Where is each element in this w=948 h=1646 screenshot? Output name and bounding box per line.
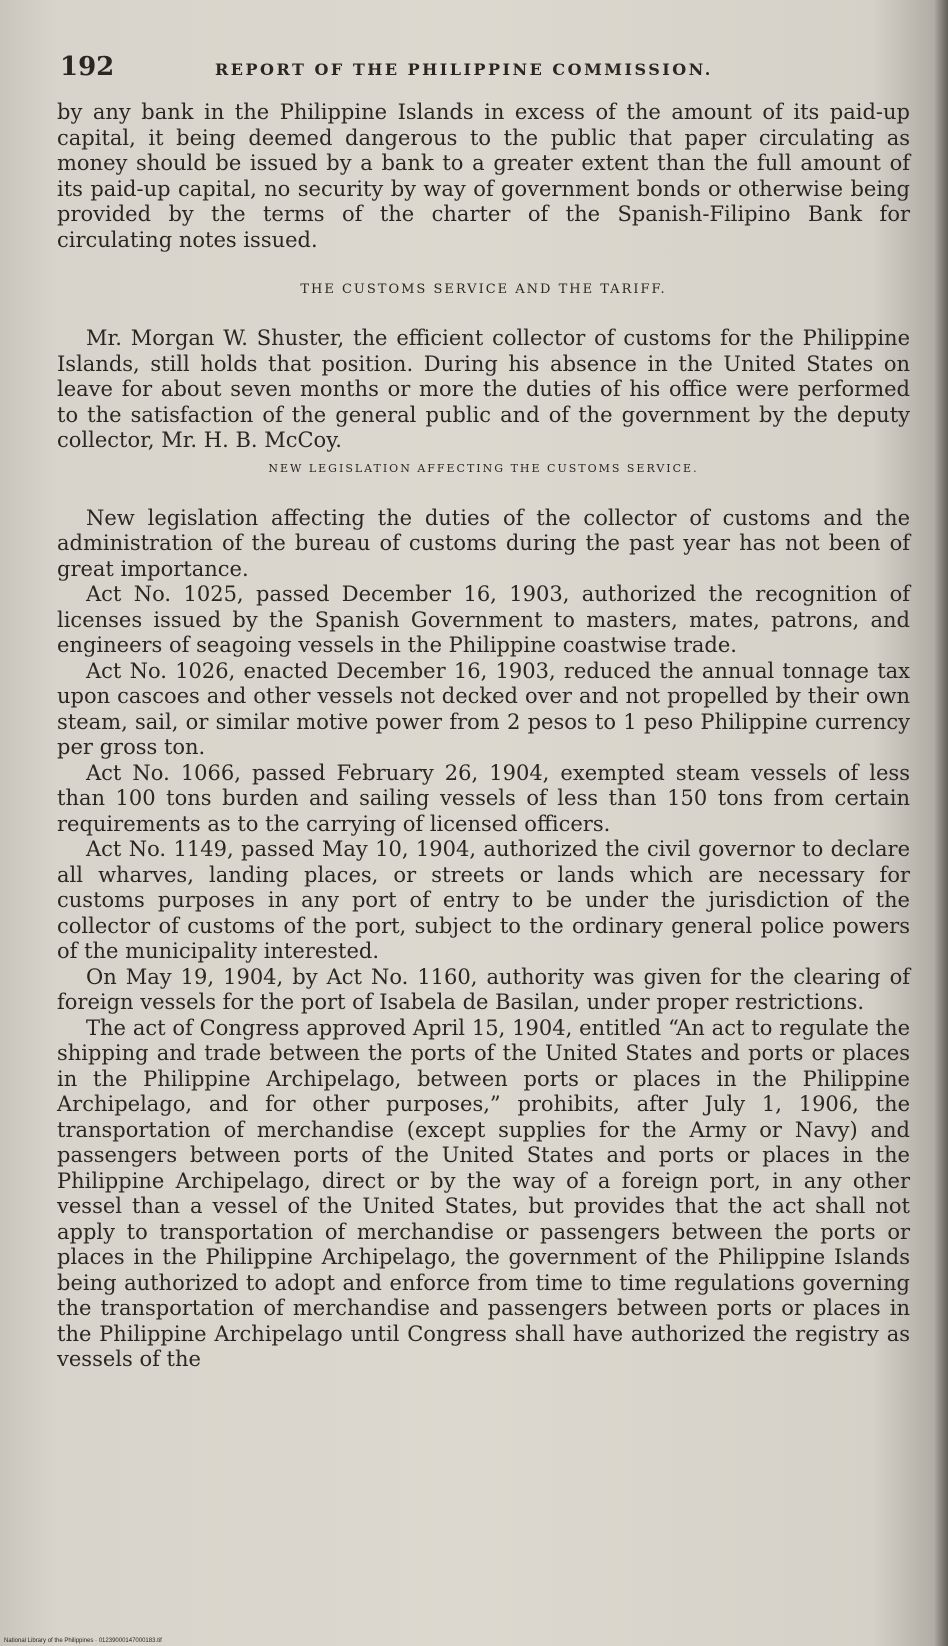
page-header	[60, 50, 902, 90]
paragraph: The act of Congress approved April 15, 1904, entitled “An act to regulate the shipping and trade between the ports of the United States and ports or places in the Philippine Archipelago, between ports or places in the Philippine Archipelago, and for other purposes,” prohibits, after July 1, 1906, the transportation of merchandise (except supplies for the Army or Navy) and passengers between ports of the United States and ports or places in the Philippine Archipelago, direct or by the way of a foreign port, in any other vessel than a vessel of the United States, but provides that the act shall not apply to transportation of merchandise or passengers between the ports or places in the Philippine Archipelago, the government of the Philippine Islands being authorized to adopt and enforce from time to time regulations governing the transportation of merchandise and passengers between ports or places in the Philippine Archipelago until Congress shall have authorized the registry as vessels of the	[57, 1015, 910, 1371]
paragraph: Act No. 1025, passed December 16, 1903, authorized the recognition of licenses issued by the Spanish Government to masters, mates, patrons, and engineers of seagoing vessels in the Philippine coastwise trade.	[57, 582, 910, 657]
page-number: 192	[60, 52, 115, 82]
paragraph: by any bank in the Philippine Islands in excess of the amount of its paid-up capital, it being deemed dangerous to the public that paper circulating as money should be issued by a bank to a greater extent than the full amount of its paid-up capital, no security by way of government bonds or otherwise being provided by the terms of the charter of the Spanish-Filipino Bank for circulating notes issued.	[57, 100, 910, 252]
section-heading: NEW LEGISLATION AFFECTING THE CUSTOMS SERVICE.	[268, 461, 699, 475]
paragraph: Act No. 1149, passed May 10, 1904, authorized the civil governor to declare all wharves, landing places, or streets or lands which are necessary for customs purposes in any port of entry to be under the jurisdiction of the collector of customs of the port, subject to the ordinary general police powers of the municipality interested.	[57, 837, 910, 963]
paragraph: Mr. Morgan W. Shuster, the efficient collector of customs for the Philippine Islands, still holds that position. During his absence in the United States on leave for about seven months or more the duties of his office were performed to the satisfaction of the general public and of the government by the deputy collector, Mr. H. B. McCoy.	[57, 326, 910, 452]
paragraph: New legislation affecting the duties of the collector of customs and the administration of the bureau of customs during the past year has not been of great importance.	[57, 505, 910, 581]
page-body	[57, 100, 910, 1373]
paragraph: On May 19, 1904, by Act No. 1160, authority was given for the clearing of foreign vessels for the port of Isabela de Basilan, under proper restrictions.	[57, 964, 910, 1014]
paragraph: Act No. 1066, passed February 26, 1904, exempted steam vessels of less than 100 tons burden and sailing vessels of less than 150 tons from certain requirements as to the carrying of licensed officers.	[57, 760, 910, 836]
running-title: REPORT OF THE PHILIPPINE COMMISSION.	[215, 60, 713, 79]
page-spine-shadow	[934, 0, 948, 1646]
section-heading: THE CUSTOMS SERVICE AND THE TARIFF.	[300, 282, 667, 297]
paragraph: Act No. 1026, enacted December 16, 1903, reduced the annual tonnage tax upon cascoes and other vessels not decked over and not propelled by their own steam, sail, or similar motive power from 2 pesos to 1 peso Philippine currency per gross ton.	[57, 658, 910, 759]
scan-footer: National Library of the Philippines · 01239000147000183.tif	[4, 1638, 162, 1644]
